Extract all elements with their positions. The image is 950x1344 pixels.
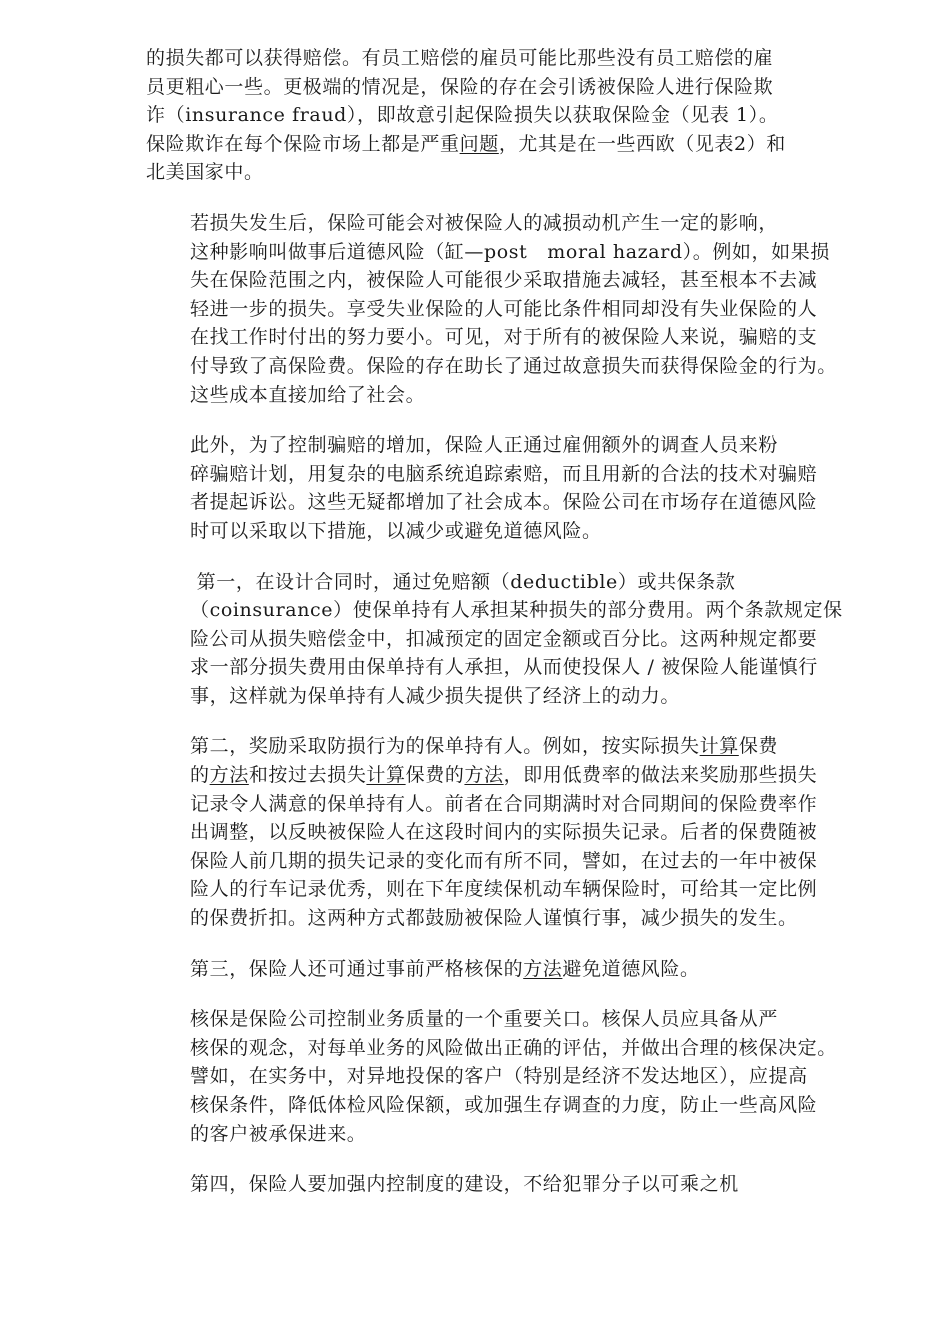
text-line: 记录令人满意的保单持有人。前者在合同期满时对合同期间的保险费率作 <box>190 792 818 815</box>
underlined-term: 计算 <box>366 764 406 787</box>
paragraph <box>146 44 890 187</box>
paragraph <box>146 955 890 984</box>
text-line: 此外，为了控制骗赔的增加，保险人正通过雇佣额外的调查人员来粉 <box>190 434 779 457</box>
text-line: 核保的观念，对每单业务的风险做出正确的评估，并做出合理的核保决定。 <box>190 1036 837 1059</box>
document-page <box>146 44 890 1221</box>
text-line: 核保条件，降低体检风险保额，或加强生存调查的力度，防止一些高风险 <box>190 1094 818 1116</box>
paragraph <box>146 1005 890 1148</box>
text-line: 求一部分损失费用由保单持有人承担，从而使投保人 / 被保险人能谨慎行 <box>190 656 818 679</box>
text-line: 第二，奖励采取防损行为的保单持有人。例如，按实际损失计算保费 <box>190 735 779 758</box>
underlined-term: 方法 <box>209 764 249 787</box>
text-line: 的客户被承保进来。 <box>190 1122 367 1145</box>
text-line: 时可以采取以下措施，以减少或避免道德风险。 <box>190 519 602 542</box>
paragraph <box>146 431 890 545</box>
underlined-term: 方法 <box>464 764 504 787</box>
text-line: 诈（insurance fraud），即故意引起保险损失以获取保险金（见表 1）。 <box>146 104 779 127</box>
text-line: 第三，保险人还可通过事前严格核保的方法避免道德风险。 <box>190 957 700 980</box>
text-line: 的保费折扣。这两种方式都鼓励被保险人谨慎行事，减少损失的发生。 <box>190 907 798 930</box>
paragraph <box>146 732 890 932</box>
text-line: 者提起诉讼。这些无疑都增加了社会成本。保险公司在市场存在道德风险 <box>190 491 818 514</box>
text-line: 在找工作时付出的努力要小。可见，对于所有的被保险人来说，骗赔的支 <box>190 326 818 349</box>
text-line: 譬如，在实务中，对异地投保的客户（特别是经济不发达地区），应提高 <box>190 1065 808 1088</box>
text-line: 员更粗心一些。更极端的情况是，保险的存在会引诱被保险人进行保险欺 <box>146 75 774 98</box>
text-line: 核保是保险公司控制业务质量的一个重要关口。核保人员应具备从严 <box>190 1008 779 1031</box>
text-line: （coinsurance）使保单持有人承担某种损失的部分费用。两个条款规定保 <box>190 599 843 622</box>
underlined-term: 方法 <box>523 957 563 980</box>
text-line: 的方法和按过去损失计算保费的方法，即用低费率的做法来奖励那些损失 <box>190 764 818 787</box>
text-line: 第四，保险人要加强内控制度的建设，不给犯罪分子以可乘之机 <box>190 1173 739 1196</box>
paragraph <box>146 209 890 409</box>
text-line: 第一，在设计合同时，通过免赔额（deductible）或共保条款 <box>190 570 736 593</box>
text-line: 轻进一步的损失。享受失业保险的人可能比条件相同却没有失业保险的人 <box>190 297 818 320</box>
text-line: 保险人前几期的损失记录的变化而有所不同，譬如，在过去的一年中被保 <box>190 849 818 872</box>
text-line: 这种影响叫做事后道德风险（缸—post moral hazard）。例如，如果损 <box>190 240 830 263</box>
text-line: 付导致了高保险费。保险的存在助长了通过故意损失而获得保险金的行为。 <box>190 354 837 377</box>
underlined-term: 计算 <box>699 735 739 758</box>
text-line: 若损失发生后，保险可能会对被保险人的减损动机产生一定的影响， <box>190 211 779 234</box>
underlined-term: 问题 <box>459 132 499 155</box>
paragraph <box>146 1170 890 1199</box>
text-line: 失在保险范围之内，被保险人可能很少采取措施去减轻，甚至根本不去减 <box>190 269 818 292</box>
text-line: 碎骗赔计划，用复杂的电脑系统追踪索赔，而且用新的合法的技术对骗赔 <box>190 462 818 485</box>
paragraph <box>146 568 890 711</box>
text-line: 的损失都可以获得赔偿。有员工赔偿的雇员可能比那些没有员工赔偿的雇 <box>146 47 774 69</box>
text-line: 险人的行车记录优秀，则在下年度续保机动车辆保险时，可给其一定比例 <box>190 878 818 901</box>
text-line: 险公司从损失赔偿金中，扣减预定的固定金额或百分比。这两种规定都要 <box>190 627 818 650</box>
text-line: 保险欺诈在每个保险市场上都是严重问题，尤其是在一些西欧（见表2）和 <box>146 132 786 155</box>
text-line: 出调整，以反映被保险人在这段时间内的实际损失记录。后者的保费随被 <box>190 821 818 844</box>
text-line: 这些成本直接加给了社会。 <box>190 383 426 406</box>
text-line: 北美国家中。 <box>146 161 264 184</box>
text-line: 事，这样就为保单持有人减少损失提供了经济上的动力。 <box>190 684 681 707</box>
